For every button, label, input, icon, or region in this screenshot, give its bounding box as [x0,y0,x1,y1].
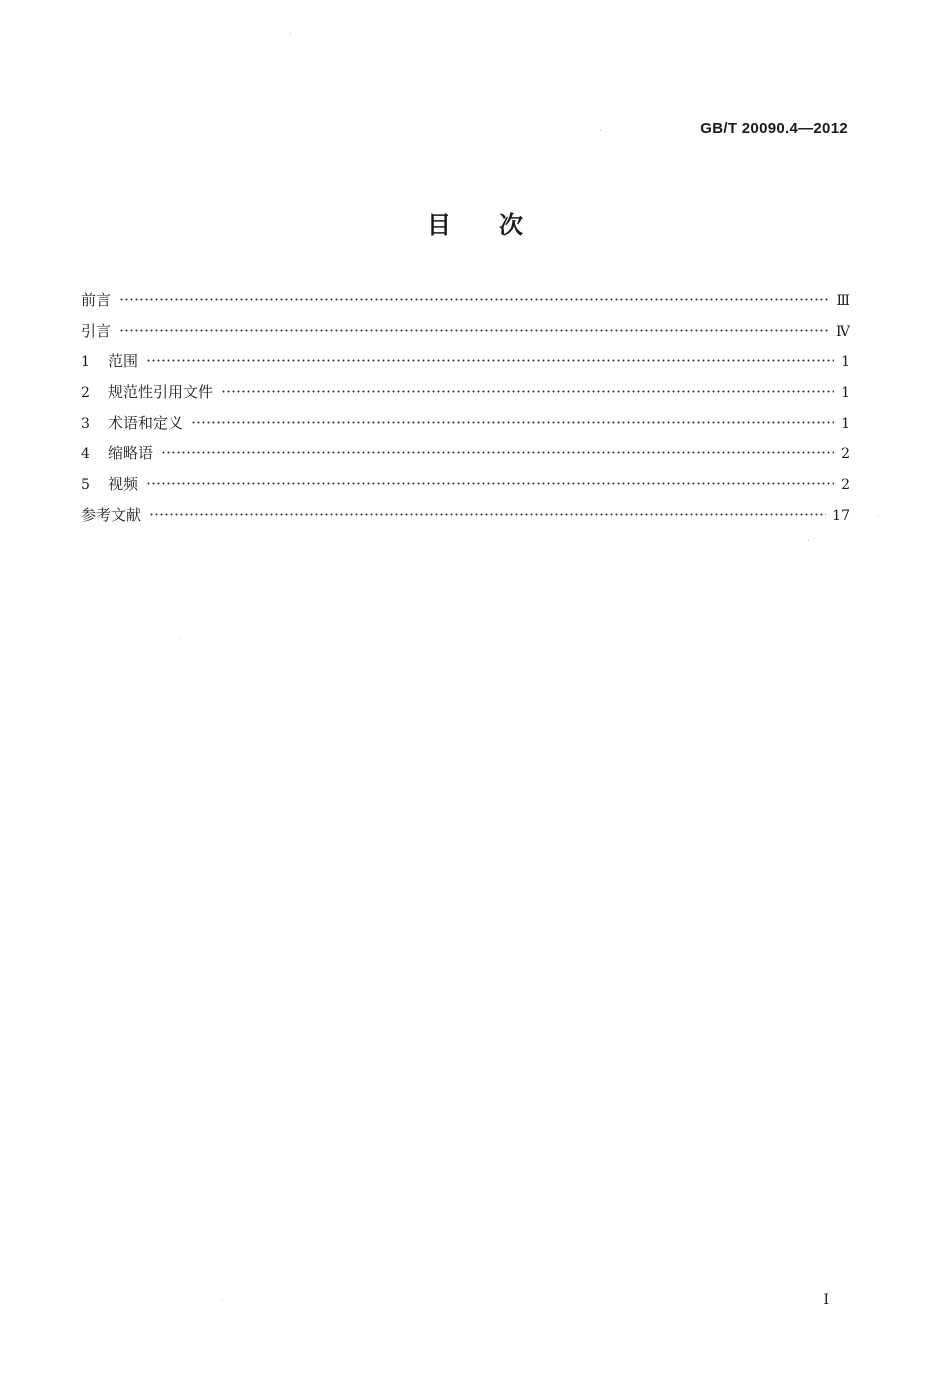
toc-entry-number: 4 [81,446,90,463]
toc-entry-label: 范围 [108,352,139,371]
toc-entry-page: Ⅲ [836,293,850,309]
scan-speck [180,638,181,639]
toc-entry-introduction[interactable] [81,320,850,351]
scan-speck [878,515,879,516]
toc-entry-page: 1 [841,354,850,371]
toc-entry-page: 17 [832,507,850,524]
toc-entry-label: 术语和定义 [108,413,184,432]
toc-entry-label: 视频 [108,475,139,494]
toc-entry-normative-references[interactable] [81,381,850,412]
toc-entry-page: Ⅳ [836,323,850,340]
toc-entry-video[interactable] [81,473,850,504]
scan-speck [222,1300,223,1301]
dot-leader [221,390,834,393]
dot-leader [119,298,830,301]
toc-title-char: 目 [427,211,451,239]
dot-leader [191,421,834,424]
toc-entry-abbreviations[interactable] [81,442,850,473]
dot-leader [119,329,830,332]
scan-speck [290,33,291,34]
toc-entry-label: 缩略语 [108,444,154,463]
toc-title-char: 次 [499,211,523,239]
scan-speck [808,540,809,541]
toc-title [0,205,950,240]
dot-leader [149,513,826,516]
toc-entry-page: 2 [841,446,850,463]
toc-entry-number: 3 [81,415,90,432]
toc-entry-number: 2 [81,385,90,402]
toc-entry-scope[interactable] [81,350,850,381]
toc-entry-foreword[interactable] [81,289,850,320]
table-of-contents [81,289,850,535]
dot-leader [146,359,834,362]
toc-entry-label: 规范性引用文件 [108,383,214,402]
toc-entry-label: 前言 [81,291,112,309]
dot-leader [146,482,834,485]
scan-speck [600,130,601,131]
toc-entry-label: 引言 [81,321,112,340]
toc-entry-bibliography[interactable] [81,504,850,535]
page-number: I [823,1292,829,1308]
toc-entry-number: 5 [81,477,90,494]
toc-entry-label: 参考文献 [81,505,142,524]
toc-entry-number: 1 [81,354,90,371]
dot-leader [161,451,834,454]
standard-number: GB/T 20090.4—2012 [700,120,848,137]
toc-entry-page: 1 [841,385,850,402]
toc-entry-terms-definitions[interactable] [81,412,850,443]
toc-entry-page: 1 [841,415,850,432]
toc-entry-page: 2 [841,477,850,494]
